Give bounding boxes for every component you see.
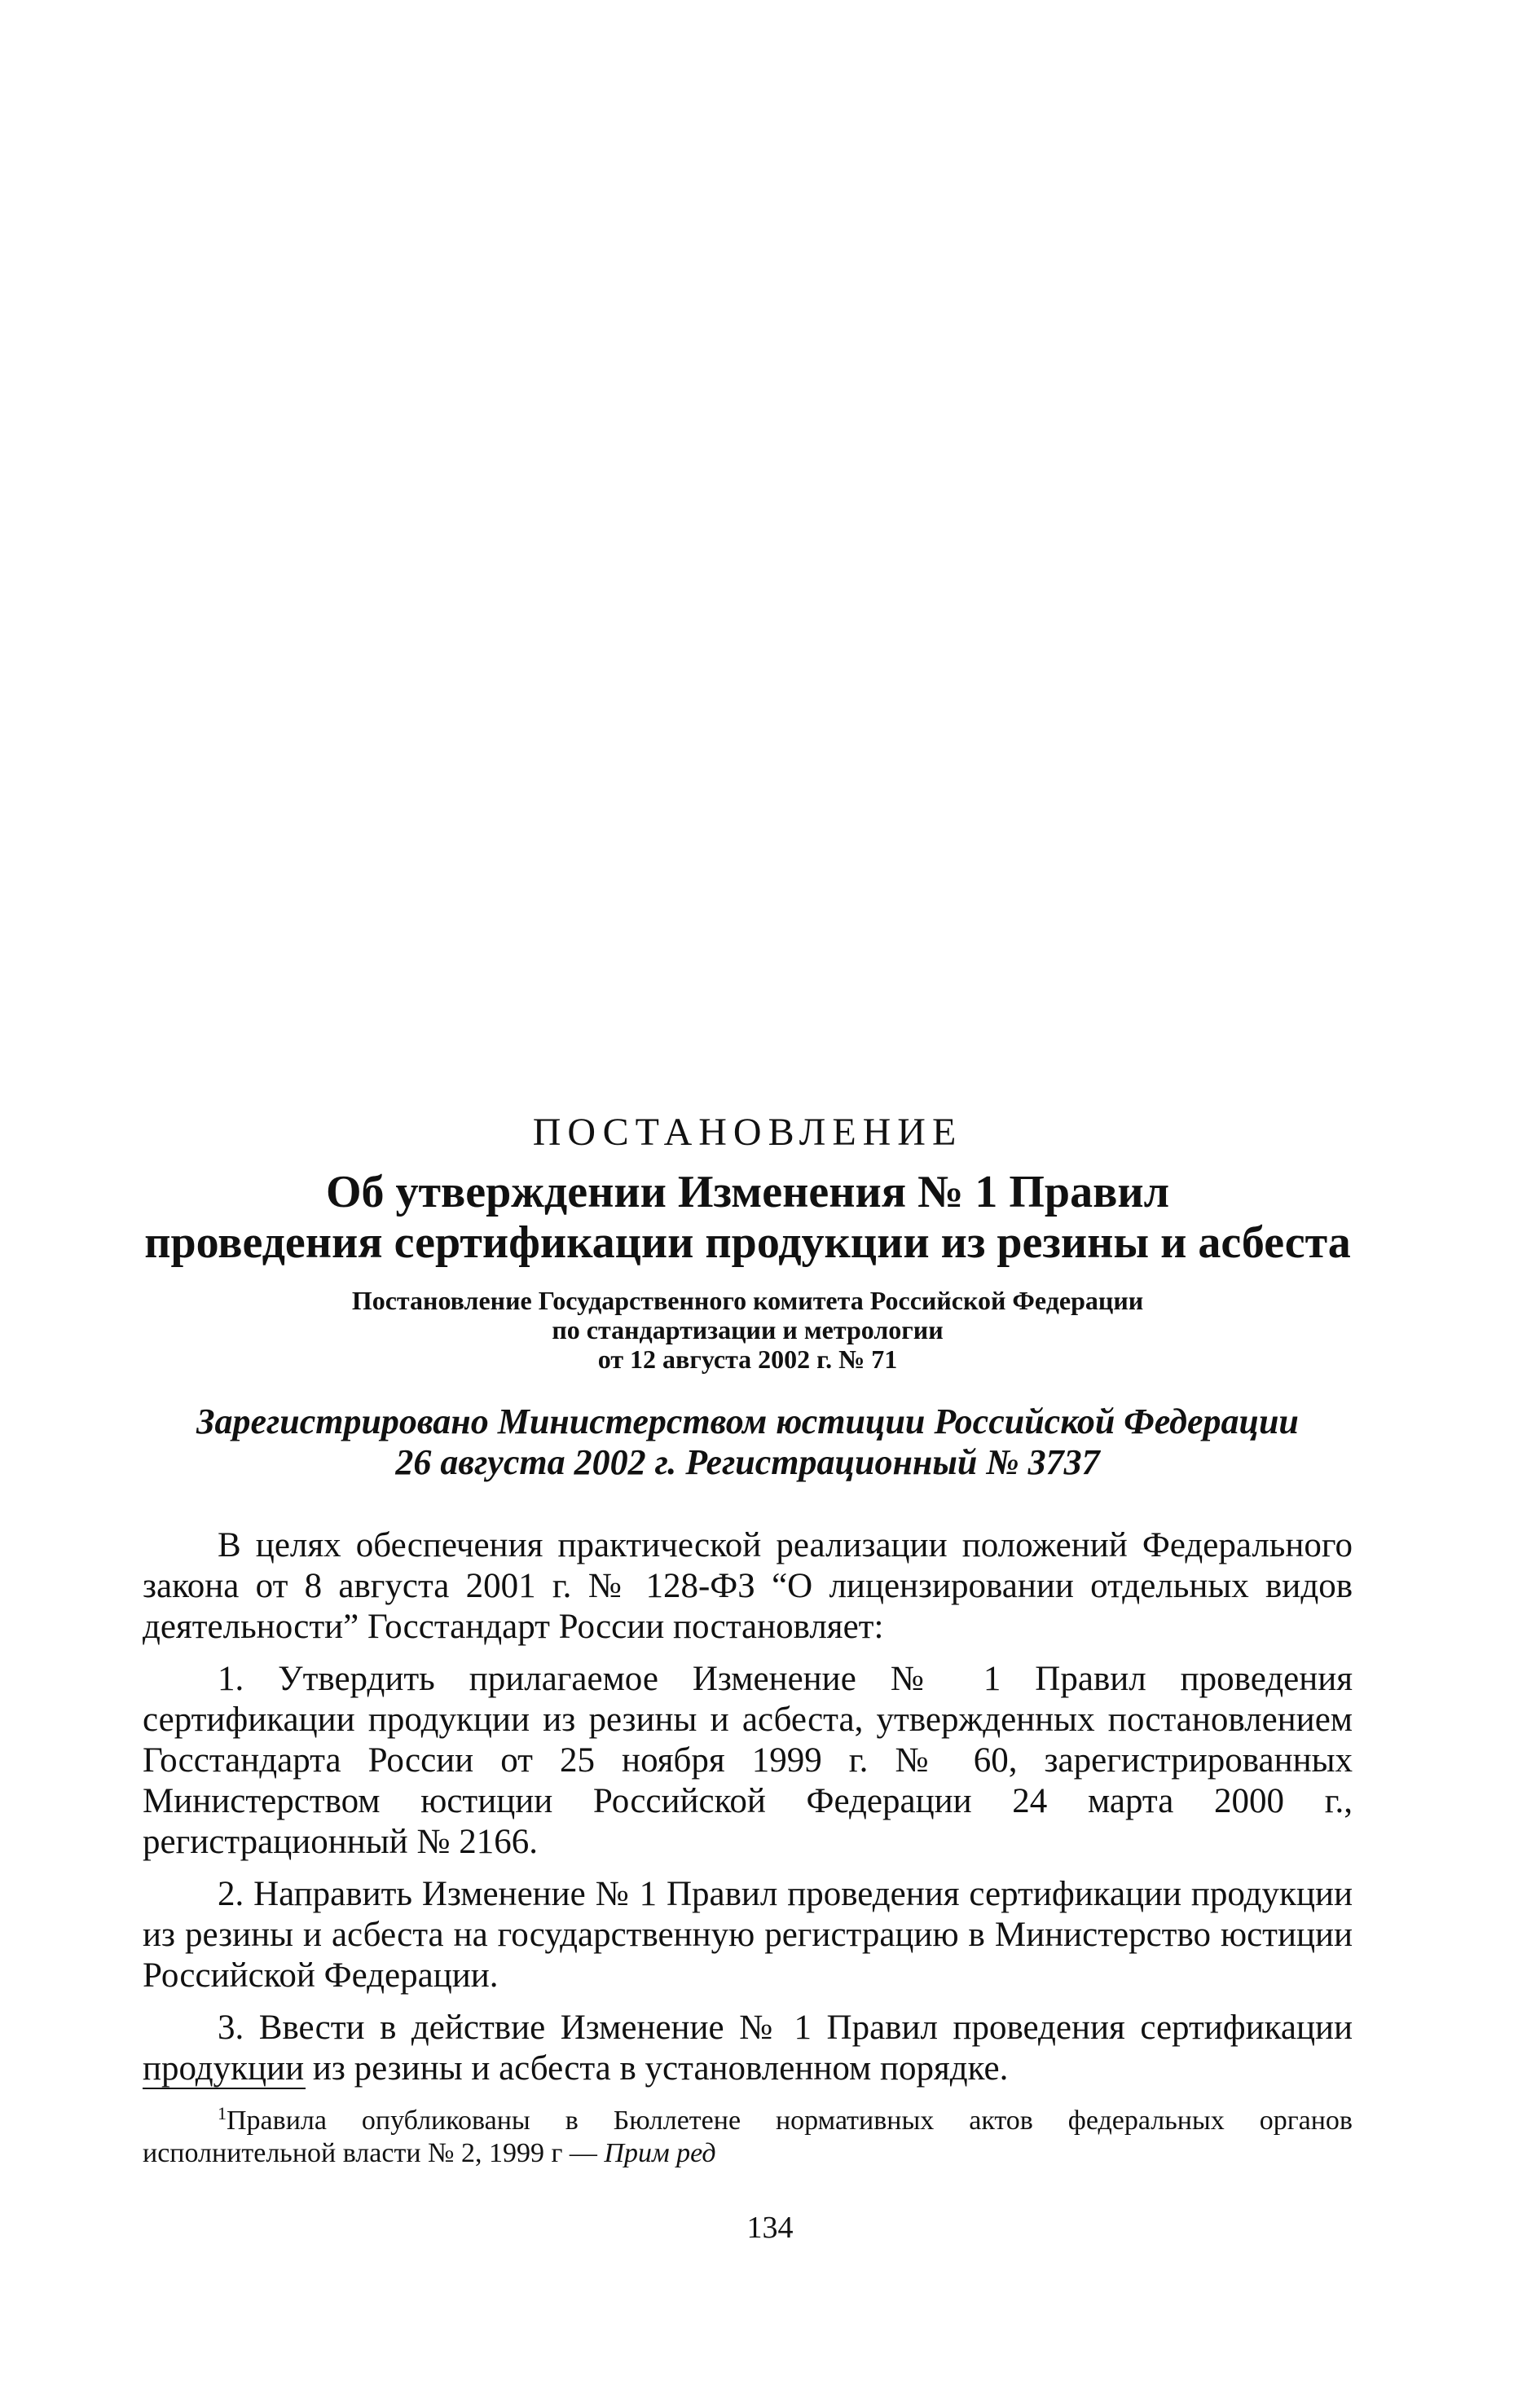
body-paragraph: 1. Утвердить прилагаемое Изменение № 1 Правил проведения сертификации продукции из резины и асбеста, утвержденных постановлением Госстандарта России от 25 ноября 1999 г. № 60, зарегистрированных Министерством юстиции Российской Федерации 24 марта 2000 г., регистрационный № 2166. xyxy=(143,1660,1353,1861)
registration-note xyxy=(143,1402,1353,1483)
document-body xyxy=(143,1525,1353,2101)
subtitle-line: от 12 августа 2002 г. № 71 xyxy=(597,1344,898,1374)
subtitle-line: Постановление Государственного комитета Российской Федерации xyxy=(351,1286,1144,1315)
footnote-divider xyxy=(143,2088,306,2089)
footnote-marker: 1 xyxy=(218,2103,227,2123)
footnote-editor-note: Прим ред xyxy=(604,2138,716,2168)
document-title xyxy=(143,1167,1353,1268)
document-kind: ПОСТАНОВЛЕНИЕ xyxy=(532,1111,963,1154)
body-paragraph: В целях обеспечения практической реализации положений Федерального закона от 8 августа 2001 г. № 128-ФЗ “О лицензировании отдельных видов деятельности” Госстандарт России постановляет: xyxy=(143,1526,1353,1646)
page-number: 134 xyxy=(746,2211,794,2245)
body-paragraph: 3. Ввести в действие Изменение № 1 Правил проведения сертификации продукции из резины и асбеста в установленном порядке. xyxy=(143,2009,1353,2088)
footnote-text: Правила опубликованы в Бюллетене нормативных актов федеральных органов исполнительной власти № 2, 1999 г — xyxy=(143,2106,1353,2168)
issuer-subtitle xyxy=(143,1286,1353,1374)
footnote xyxy=(143,2097,1353,2170)
subtitle-line: по стандартизации и метрологии xyxy=(552,1315,944,1344)
body-paragraph: 2. Направить Изменение № 1 Правил проведения сертификации продукции из резины и асбеста на государственную регистрацию в Министерство юстиции Российской Федерации. xyxy=(143,1875,1353,1995)
registration-line: 26 августа 2002 г. Регистрационный № 3737 xyxy=(395,1442,1100,1482)
title-line: проведения сертификации продукции из резины и асбеста xyxy=(144,1217,1351,1268)
registration-line: Зарегистрировано Министерством юстиции Российской Федерации xyxy=(196,1402,1299,1441)
title-line: Об утверждении Изменения № 1 Правил xyxy=(325,1167,1169,1217)
